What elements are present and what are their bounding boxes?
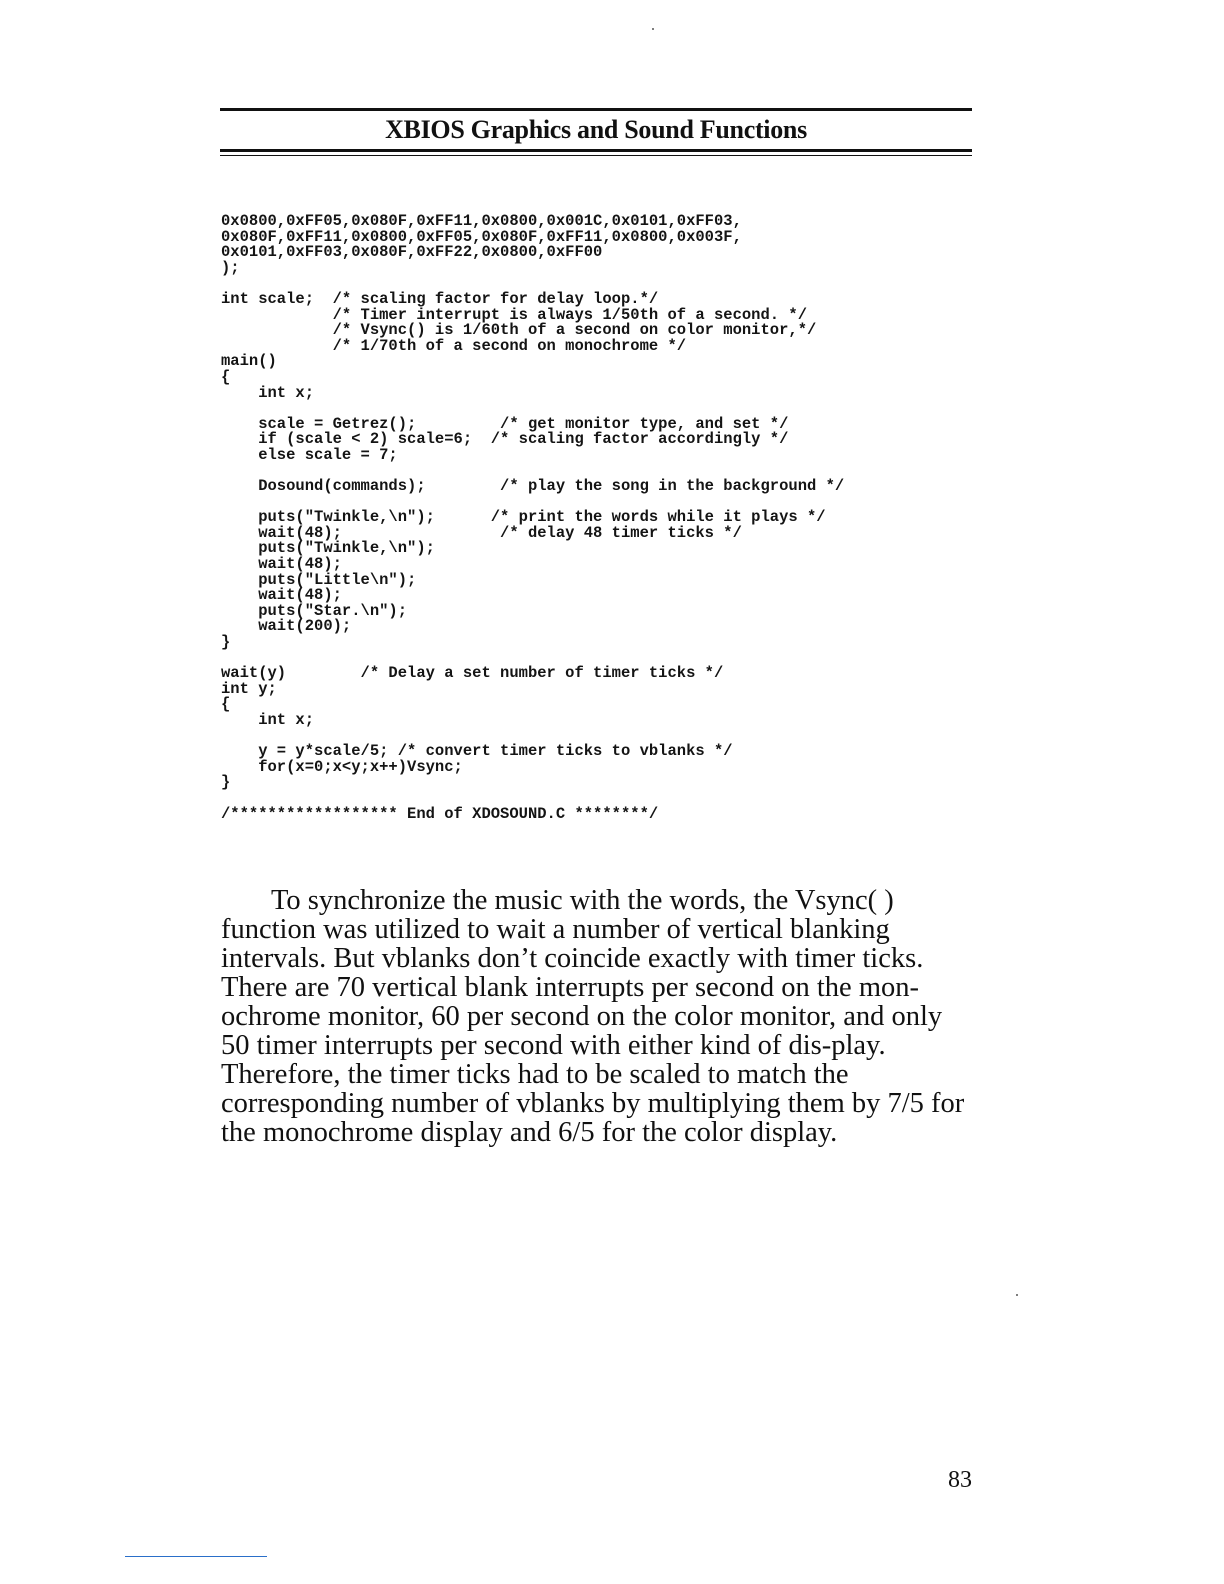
header-bottom-rule — [220, 149, 972, 152]
page-number: 83 — [948, 1467, 972, 1493]
header-top-rule — [220, 108, 972, 111]
header-bottom-thin-rule — [220, 155, 972, 156]
scan-speck — [652, 28, 654, 30]
footer-rule — [125, 1556, 267, 1557]
running-header-title: XBIOS Graphics and Sound Functions — [385, 115, 807, 144]
scan-speck — [1016, 1294, 1018, 1296]
body-paragraph: To synchronize the music with the words, the Vsync( ) function was utilized to wait a number of vertical blanking intervals. But vblanks don’t coincide exactly with timer ticks. There are 70 vertical blank interrupts per second on the mon-ochrome monitor, 60 per second on the color monitor, and only 50 timer interrupts per second with either kind of dis-play. Therefore, the timer ticks had to be scaled to match the corresponding number of vblanks by multiplying them by 7/5 for the monochrome display and 6/5 for the color display. — [221, 885, 965, 1148]
code-listing: 0x0800,0xFF05,0x080F,0xFF11,0x0800,0x001C,0x0101,0xFF03, 0x080F,0xFF11,0x0800,0xFF05,0x080F,0xFF11,0x0800,0x003F, 0x0101,0xFF03,0x080F,0xFF22,0x0800,0xFF00 ); int scale; /* scaling factor for delay loop.*/ /* Timer interrupt is always 1/50th of a second. */ /* Vsync() is 1/60th of a second on color monitor,*/ /* 1/70th of a second on monochrome */ main() { int x; scale = Getrez(); /* get monitor type, and set */ if (scale < 2) scale=6; /* scaling factor accordingly */ else scale = 7; Dosound(commands); /* play the song in the background */ puts("Twinkle,\n"); /* print the words while it plays */ wait(48); /* delay 48 timer ticks */ puts("Twinkle,\n"); wait(48); puts("Little\n"); wait(48); puts("Star.\n"); wait(200); } wait(y) /* Delay a set number of timer ticks */ int y; { int x; y = y*scale/5; /* convert timer ticks to vblanks */ for(x=0;x<y;x++)Vsync; } /****************** End of XDOSOUND.C ********/ — [221, 212, 845, 823]
